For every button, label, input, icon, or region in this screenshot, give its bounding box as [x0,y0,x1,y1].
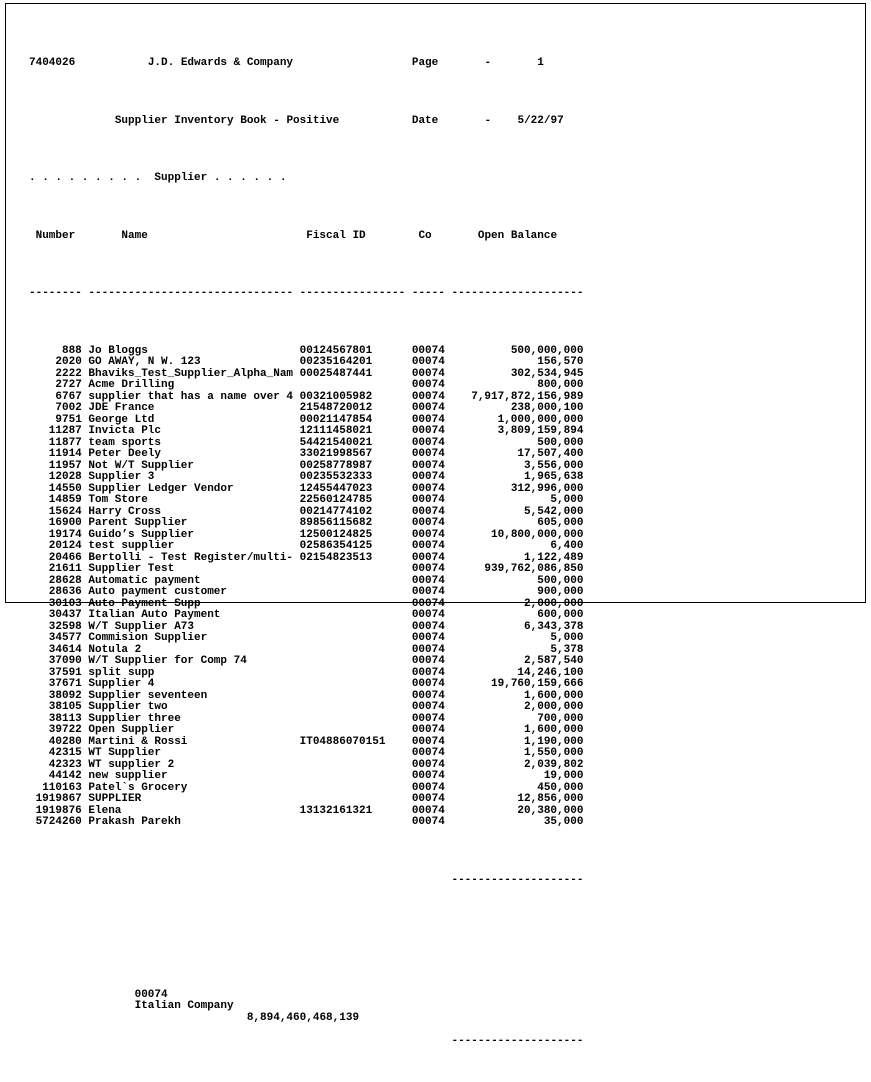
row-fiscal-id-cell [293,702,405,714]
col-ruler-open-balance: -------------------- [451,287,584,299]
row-open-balance-cell: 20,380,000 [517,804,584,817]
row-co-cell: 00074 [411,655,445,667]
row-name-cell: JDE France [88,402,155,414]
row-co-cell: 00074 [411,678,445,690]
row-fiscal-id-cell [293,794,405,806]
table-row [29,691,865,703]
row-name-cell: Bhaviks_Test_Supplier_Alpha_Nam [88,367,294,380]
row-number-cell: 11957 [48,459,82,472]
row-name-cell: Supplier two [88,701,168,713]
table-row [29,737,865,749]
row-co-cell: 00074 [411,448,445,460]
row-number-cell: 1919867 [35,793,82,805]
row-fiscal-id-cell: 00235532333 [299,471,373,483]
row-number-cell: 6767 [55,390,82,403]
row-co-cell: 00074 [411,344,445,357]
row-fiscal-id-cell: 12111458021 [299,425,373,437]
row-name-cell: Guido’s Supplier [88,528,195,541]
row-co-cell: 00074 [411,701,445,713]
table-row [29,645,865,657]
table-row [29,679,865,691]
report-body [29,12,865,1047]
table-row [29,380,865,392]
row-open-balance-cell: 2,000,000 [524,597,584,610]
row-fiscal-id-cell [293,633,405,645]
row-number-cell: 42323 [48,758,82,771]
row-co-cell: 00074 [411,517,445,529]
row-co-cell: 00074 [411,816,445,828]
row-fiscal-id-cell: 00124567801 [299,344,373,357]
row-open-balance-cell: 1,122,489 [524,551,584,564]
table-row [29,495,865,507]
row-name-cell: Supplier three [88,712,181,725]
row-number-cell: 9751 [55,413,82,426]
row-open-balance-cell: 3,556,000 [524,459,584,472]
grand-total-ruler-line [29,1036,865,1048]
row-fiscal-id-cell: 00258778987 [299,459,373,472]
row-open-balance-cell: 939,762,086,850 [484,563,584,575]
row-fiscal-id-cell [293,691,405,703]
row-fiscal-id-cell [293,576,405,588]
date-label: Date [411,114,439,127]
col-header-open-balance: Open Balance [477,229,558,242]
col-header-number: Number [35,229,76,242]
row-name-cell: Invicta Plc [88,425,162,437]
row-open-balance-cell: 17,507,400 [517,448,584,460]
row-co-cell: 00074 [411,609,445,621]
row-fiscal-id-cell: IT04886070151 [299,735,386,748]
row-open-balance-cell: 1,965,638 [524,471,584,483]
row-number-cell: 40280 [48,735,82,748]
row-name-cell: new supplier [88,770,168,782]
row-open-balance-cell: 312,996,000 [510,482,584,495]
table-row [29,760,865,772]
row-fiscal-id-cell [293,668,405,680]
row-name-cell: W/T Supplier A73 [88,620,195,633]
row-open-balance-cell: 302,534,945 [510,367,584,380]
row-number-cell: 14550 [48,482,82,495]
row-co-cell: 00074 [411,482,445,495]
row-number-cell: 11914 [48,448,82,460]
row-open-balance-cell: 5,000 [550,632,584,644]
row-open-balance-cell: 5,378 [550,643,584,656]
company-name: J.D. Edwards & Company [147,57,294,69]
row-number-cell: 20124 [48,540,82,552]
row-fiscal-id-cell: 02154823513 [299,551,373,564]
table-row [29,518,865,530]
row-number-cell: 21611 [48,563,82,575]
row-number-cell: 38113 [48,712,82,725]
row-fiscal-id-cell [293,760,405,772]
row-co-cell: 00074 [411,379,445,391]
row-name-cell: Commision Supplier [88,632,208,644]
row-name-cell: W/T Supplier for Comp 74 [88,655,247,667]
row-fiscal-id-cell [293,645,405,657]
row-fiscal-id-cell [293,610,405,622]
total-open-balance: 8,894,460,468,139 [246,1011,360,1024]
row-number-cell: 14859 [48,494,82,506]
row-co-cell: 00074 [411,597,445,610]
table-row [29,392,865,404]
row-open-balance-cell: 1,600,000 [524,724,584,736]
table-row [29,564,865,576]
row-name-cell: Supplier 3 [88,471,155,483]
report-page [5,3,866,1047]
row-open-balance-cell: 2,000,000 [524,701,584,713]
row-fiscal-id-cell [293,679,405,691]
row-name-cell: SUPPLIER [88,793,142,805]
row-number-cell: 37591 [48,666,82,679]
row-open-balance-cell: 500,000,000 [510,344,584,357]
row-number-cell: 38092 [48,689,82,702]
row-name-cell: Supplier 4 [88,678,155,690]
row-number-cell: 11287 [48,425,82,437]
table-row [29,610,865,622]
row-name-cell: Auto Payment Supp [88,597,201,610]
row-fiscal-id-cell: 12500124825 [299,528,373,541]
table-row [29,702,865,714]
date-value: 5/22/97 [517,114,564,127]
table-row [29,449,865,461]
table-row [29,403,865,415]
row-fiscal-id-cell: 00025487441 [299,367,373,380]
row-open-balance-cell: 600,000 [537,609,584,621]
row-name-cell: Patel`s Grocery [88,781,188,794]
row-name-cell: GO AWAY, N W. 123 [88,356,201,368]
row-co-cell: 00074 [411,494,445,506]
row-co-cell: 00074 [411,758,445,771]
row-co-cell: 00074 [411,620,445,633]
row-name-cell: Martini & Rossi [88,735,188,748]
col-ruler-fiscal-id: ---------------- [299,287,406,299]
supplier-section-label: . . . . . . . . . Supplier . . . . . . [29,172,287,184]
row-number-cell: 34577 [48,632,82,644]
row-open-balance-cell: 5,000 [550,494,584,506]
total-separator-line [29,875,865,887]
row-name-cell: Auto payment customer [88,586,228,598]
row-open-balance-cell: 500,000 [537,574,584,587]
row-name-cell: Open Supplier [88,724,175,736]
row-name-cell: Tom Store [88,494,148,506]
row-name-cell: WT Supplier [88,747,162,759]
row-number-cell: 42315 [48,747,82,759]
row-open-balance-cell: 12,856,000 [517,793,584,805]
page-value: 1 [537,57,544,69]
total-company-name: Italian Company [134,1000,234,1012]
row-name-cell: Supplier Ledger Vendor [88,482,234,495]
row-number-cell: 37090 [48,655,82,667]
row-co-cell: 00074 [411,781,445,794]
row-open-balance-cell: 35,000 [543,816,584,828]
row-co-cell: 00074 [411,689,445,702]
row-open-balance-cell: 450,000 [537,781,584,794]
row-fiscal-id-cell: 00214774102 [299,505,373,518]
row-co-cell: 00074 [411,413,445,426]
row-fiscal-id-cell [293,771,405,783]
row-number-cell: 28628 [48,574,82,587]
table-row [29,748,865,760]
row-fiscal-id-cell [293,564,405,576]
row-number-cell: 2020 [55,356,82,368]
table-row [29,794,865,806]
table-row [29,668,865,680]
row-number-cell: 7002 [55,402,82,414]
row-number-cell: 2727 [55,379,82,391]
row-name-cell: Automatic payment [88,574,201,587]
column-ruler-row [29,288,865,300]
row-fiscal-id-cell: 89856115682 [299,517,373,529]
row-name-cell: Prakash Parekh [88,816,181,828]
row-open-balance-cell: 6,400 [550,540,584,552]
row-name-cell: Acme Drilling [88,379,175,391]
grand-total-ruler: -------------------- [451,1034,584,1047]
table-row [29,587,865,599]
row-number-cell: 15624 [48,505,82,518]
row-fiscal-id-cell [293,714,405,726]
row-open-balance-cell: 238,000,100 [510,402,584,414]
row-co-cell: 00074 [411,770,445,782]
row-name-cell: Parent Supplier [88,517,188,529]
row-fiscal-id-cell: 22560124785 [299,494,373,506]
row-co-cell: 00074 [411,528,445,541]
table-row [29,622,865,634]
row-fiscal-id-cell [293,380,405,392]
table-row [29,771,865,783]
row-co-cell: 00074 [411,551,445,564]
col-ruler-co: ----- [411,287,445,299]
table-row [29,714,865,726]
row-fiscal-id-cell: 54421540021 [299,436,373,449]
table-row [29,541,865,553]
table-row [29,357,865,369]
row-co-cell: 00074 [411,402,445,414]
row-name-cell: Harry Cross [88,505,162,518]
report-header-line-2 [29,116,865,128]
row-open-balance-cell: 2,039,802 [524,758,584,771]
date-separator: - [484,114,492,127]
page-label: Page [411,57,439,69]
table-row [29,725,865,737]
table-row [29,633,865,645]
table-row [29,599,865,611]
row-fiscal-id-cell: 21548720012 [299,402,373,414]
row-number-cell: 32598 [48,620,82,633]
row-open-balance-cell: 3,809,159,894 [497,425,584,437]
row-number-cell: 37671 [48,678,82,690]
row-name-cell: Bertolli - Test Register/multi- [88,551,294,564]
row-open-balance-cell: 14,246,100 [517,666,584,679]
total-separator-ruler: -------------------- [451,873,584,886]
table-rows [29,346,865,829]
row-co-cell: 00074 [411,390,445,403]
col-header-name: Name [121,229,148,242]
col-ruler-number: -------- [29,287,82,299]
row-open-balance-cell: 19,000 [543,770,584,782]
row-name-cell: Not W/T Supplier [88,459,195,472]
row-open-balance-cell: 1,190,000 [524,735,584,748]
page-separator: - [484,57,492,69]
row-fiscal-id-cell [293,725,405,737]
row-fiscal-id-cell: 00235164201 [299,356,373,368]
row-open-balance-cell: 5,542,000 [524,505,584,518]
row-open-balance-cell: 500,000 [537,436,584,449]
row-co-cell: 00074 [411,586,445,598]
col-header-co: Co [418,229,432,242]
row-fiscal-id-cell: 13132161321 [299,804,373,817]
row-number-cell: 16900 [48,517,82,529]
spacer-line [29,921,865,933]
table-row [29,484,865,496]
row-name-cell: Jo Bloggs [88,344,148,357]
total-company-code: 00074 [134,988,168,1001]
row-open-balance-cell: 700,000 [537,712,584,725]
row-name-cell: Italian Auto Payment [88,609,221,621]
row-name-cell: Supplier seventeen [88,689,208,702]
row-name-cell: WT supplier 2 [88,758,175,771]
row-number-cell: 110163 [42,781,82,794]
company-total-row [29,978,865,1024]
col-ruler-name: ------------------------------- [88,287,294,299]
row-fiscal-id-cell [293,599,405,611]
row-co-cell: 00074 [411,804,445,817]
row-number-cell: 39722 [48,724,82,736]
row-co-cell: 00074 [411,574,445,587]
row-name-cell: supplier that has a name over 4 [88,390,294,403]
table-row [29,472,865,484]
row-co-cell: 00074 [411,793,445,805]
table-row [29,656,865,668]
row-number-cell: 2222 [55,367,82,380]
row-fiscal-id-cell: 00021147854 [299,413,373,426]
row-co-cell: 00074 [411,724,445,736]
row-number-cell: 20466 [48,551,82,564]
report-title: Supplier Inventory Book - Positive [114,114,340,127]
row-open-balance-cell: 900,000 [537,586,584,598]
row-co-cell: 00074 [411,540,445,552]
row-open-balance-cell: 605,000 [537,517,584,529]
row-number-cell: 44142 [48,770,82,782]
row-open-balance-cell: 1,550,000 [524,747,584,759]
row-open-balance-cell: 6,343,378 [524,620,584,633]
row-name-cell: Supplier Test [88,563,175,575]
row-co-cell: 00074 [411,471,445,483]
row-co-cell: 00074 [411,712,445,725]
row-number-cell: 5724260 [35,816,82,828]
row-number-cell: 12028 [48,471,82,483]
row-fiscal-id-cell: 12455447023 [299,482,373,495]
row-open-balance-cell: 800,000 [537,379,584,391]
row-fiscal-id-cell [293,622,405,634]
report-id: 7404026 [29,57,76,69]
row-number-cell: 28636 [48,586,82,598]
row-fiscal-id-cell [293,587,405,599]
row-co-cell: 00074 [411,436,445,449]
column-header-row [29,231,865,243]
supplier-section-line [29,173,865,185]
table-row [29,783,865,795]
row-number-cell: 19174 [48,528,82,541]
row-fiscal-id-cell: 00321005982 [299,390,373,403]
row-co-cell: 00074 [411,425,445,437]
row-co-cell: 00074 [411,747,445,759]
row-open-balance-cell: 7,917,872,156,989 [471,390,584,403]
row-number-cell: 34614 [48,643,82,656]
row-open-balance-cell: 1,000,000,000 [497,413,584,426]
row-number-cell: 38105 [48,701,82,713]
row-fiscal-id-cell [293,817,405,829]
table-row [29,461,865,473]
row-number-cell: 11877 [48,436,82,449]
row-open-balance-cell: 1,600,000 [524,689,584,702]
row-co-cell: 00074 [411,632,445,644]
row-fiscal-id-cell [293,783,405,795]
report-header-line-1 [29,58,865,70]
row-number-cell: 888 [61,344,82,357]
row-co-cell: 00074 [411,356,445,368]
row-co-cell: 00074 [411,666,445,679]
col-header-fiscal-id: Fiscal ID [306,229,366,242]
row-co-cell: 00074 [411,643,445,656]
row-fiscal-id-cell: 02586354125 [299,540,373,552]
row-name-cell: Notula 2 [88,643,142,656]
table-row [29,806,865,818]
row-number-cell: 30103 [48,597,82,610]
row-co-cell: 00074 [411,735,445,748]
row-name-cell: split supp [88,666,155,679]
row-co-cell: 00074 [411,367,445,380]
row-fiscal-id-cell [293,748,405,760]
row-name-cell: Peter Deely [88,448,162,460]
row-open-balance-cell: 19,760,159,666 [491,678,584,690]
row-name-cell: Elena [88,804,122,817]
row-co-cell: 00074 [411,459,445,472]
row-open-balance-cell: 10,800,000,000 [491,528,584,541]
row-fiscal-id-cell [293,656,405,668]
table-row [29,426,865,438]
row-open-balance-cell: 156,570 [537,356,584,368]
row-co-cell: 00074 [411,563,445,575]
row-name-cell: team sports [88,436,162,449]
row-fiscal-id-cell: 33021998567 [299,448,373,460]
row-number-cell: 1919876 [35,804,82,817]
row-number-cell: 30437 [48,609,82,621]
row-name-cell: George Ltd [88,413,155,426]
table-row [29,817,865,829]
row-open-balance-cell: 2,587,540 [524,655,584,667]
row-co-cell: 00074 [411,505,445,518]
row-name-cell: test supplier [88,540,175,552]
